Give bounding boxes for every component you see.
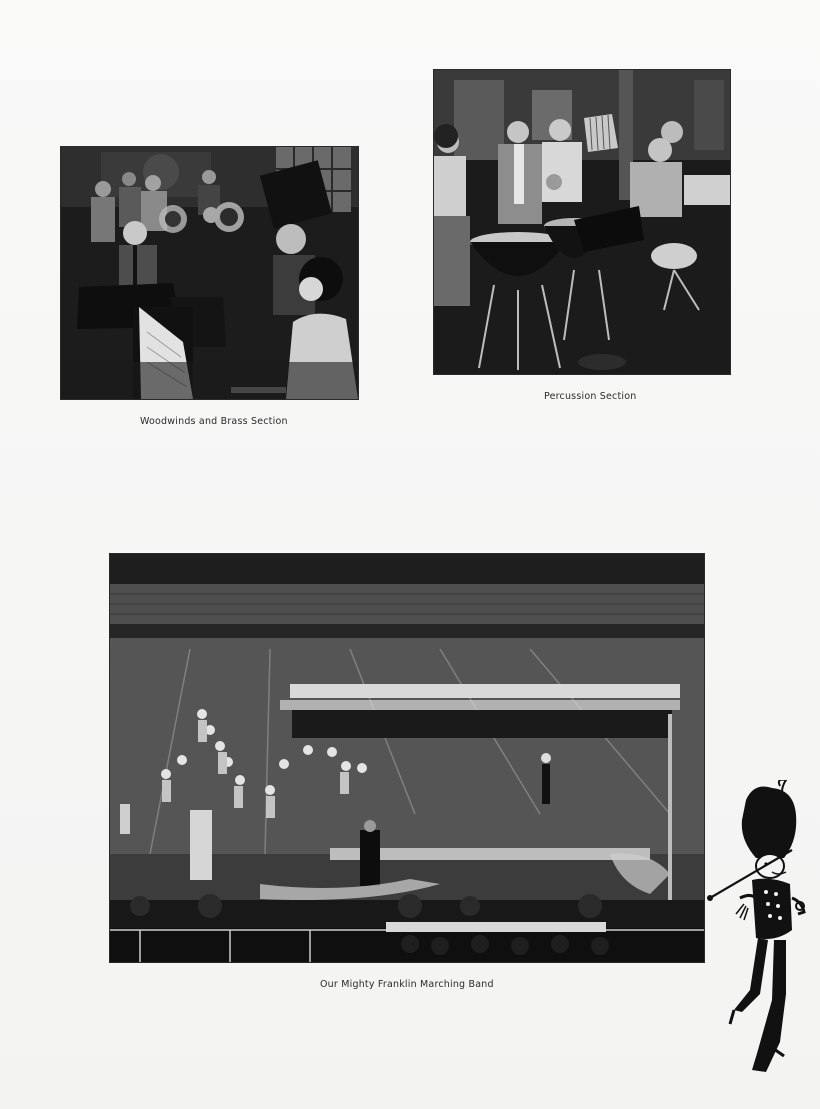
percussion-caption: Percussion Section (544, 391, 637, 402)
marching-band-caption: Our Mighty Franklin Marching Band (320, 979, 494, 990)
percussion-photo (434, 70, 730, 374)
woodwinds-brass-caption: Woodwinds and Brass Section (140, 416, 288, 427)
marching-band-photo (110, 554, 704, 962)
woodwinds-brass-photo (61, 147, 358, 399)
drum-major-cartoon-icon (706, 780, 810, 1080)
